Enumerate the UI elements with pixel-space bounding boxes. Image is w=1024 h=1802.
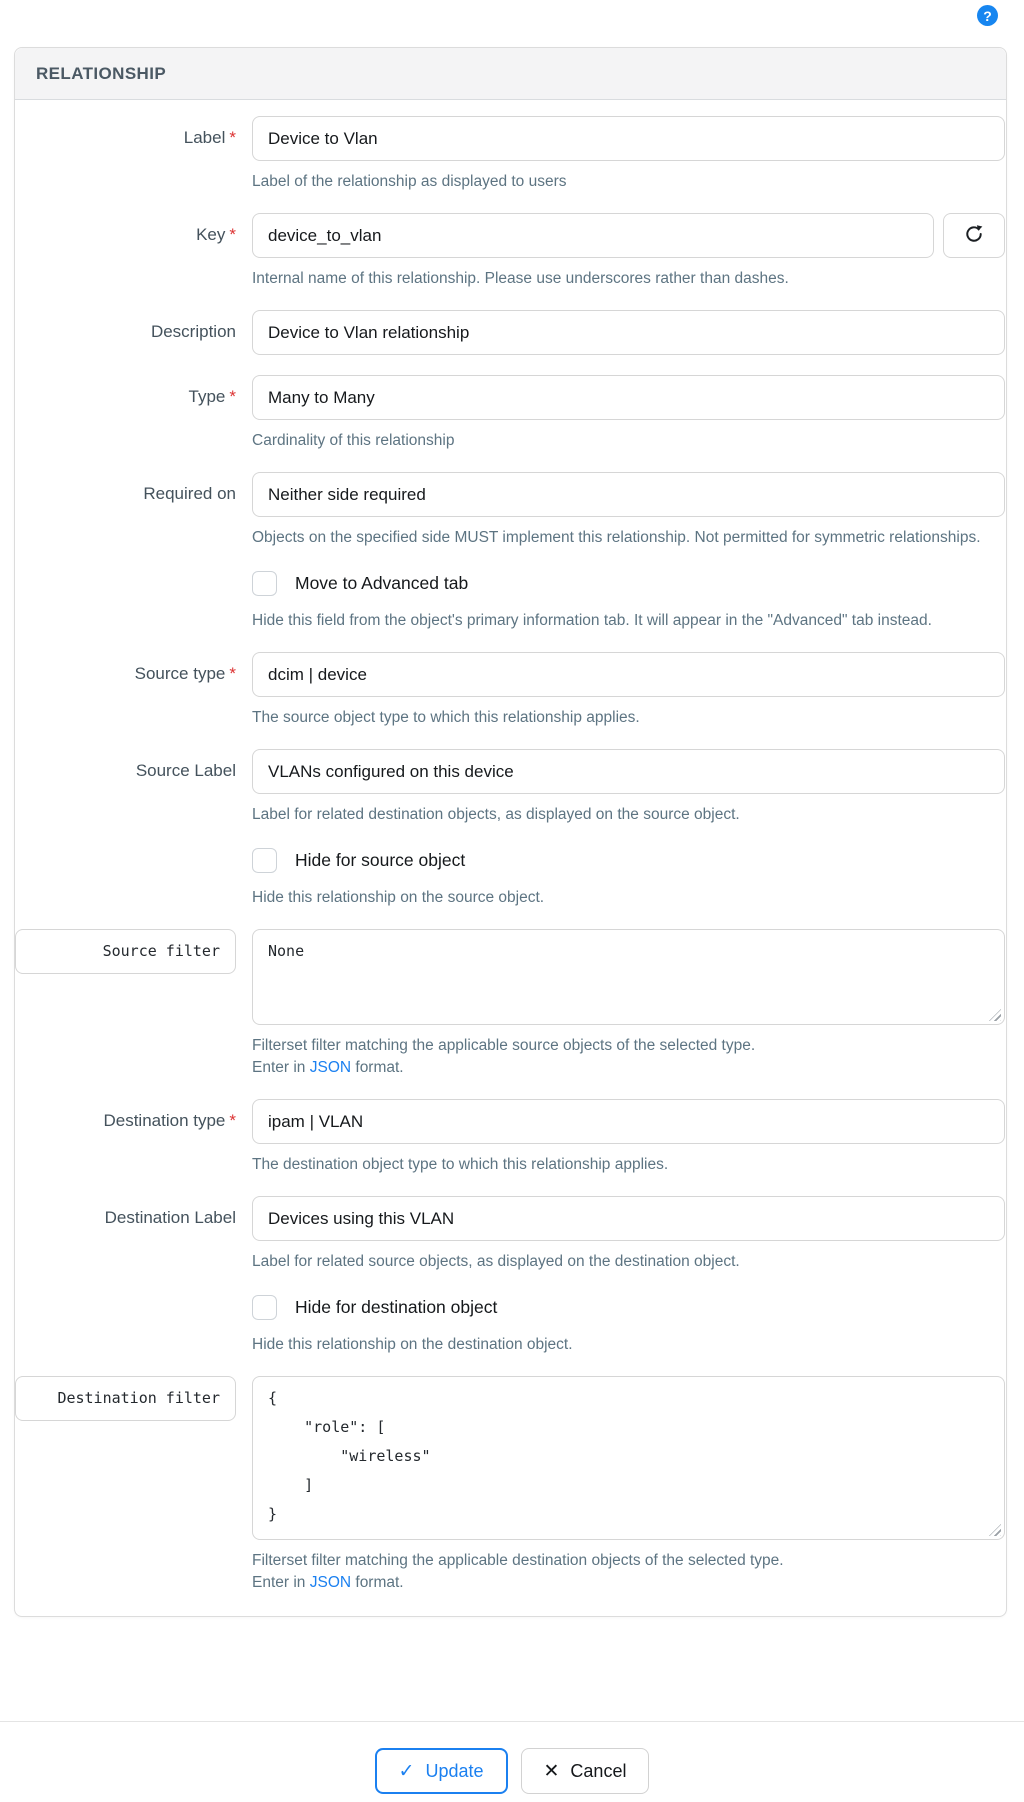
advanced-ui-help-row: [15, 610, 990, 632]
field-row-required-on: [15, 472, 990, 549]
required-on-field-label: Required on: [143, 484, 236, 503]
destination-label-help-text: Label for related source objects, as displayed on the destination object.: [252, 1253, 740, 1270]
source-type-field-label: Source type *: [134, 664, 236, 683]
field-row-source-hidden: [15, 846, 990, 887]
refresh-icon: [963, 223, 985, 248]
key-help-text: Internal name of this relationship. Please use underscores rather than dashes.: [252, 270, 789, 287]
source-label-field-label: Source Label: [135, 761, 236, 780]
required-asterisk: *: [229, 225, 236, 244]
description-field-label: Description: [150, 322, 236, 341]
required-on-select[interactable]: [252, 472, 1005, 517]
field-row-label: [15, 116, 990, 193]
required-asterisk: *: [229, 387, 236, 406]
source-type-select[interactable]: [252, 652, 1005, 697]
source-hidden-help-row: [15, 887, 990, 909]
destination-type-select[interactable]: [252, 1099, 1005, 1144]
check-icon: ✓: [398, 1760, 415, 1782]
panel-header: [15, 48, 1006, 100]
source-label-input[interactable]: [252, 749, 1005, 794]
destination-hidden-checkbox-label: Hide for destination object: [295, 1297, 498, 1317]
destination-type-help-text: The destination object type to which this relationship applies.: [252, 1156, 669, 1173]
json-link[interactable]: JSON: [309, 1059, 352, 1076]
source-filter-format-help: Enter in JSON format.: [252, 1059, 404, 1076]
destination-filter-field-label: Destination filter: [15, 1376, 236, 1421]
destination-hidden-checkbox[interactable]: [252, 1295, 277, 1320]
key-input[interactable]: [252, 213, 934, 258]
cancel-button[interactable]: ✕ Cancel: [521, 1748, 650, 1794]
footer-divider: [0, 1721, 1024, 1722]
update-button[interactable]: ✓ Update: [375, 1748, 508, 1794]
source-filter-field-label: Source filter: [15, 929, 236, 974]
advanced-ui-checkbox[interactable]: [252, 571, 277, 596]
advanced-ui-help-text: Hide this field from the object's primary information tab. It will appear in the "Advanced" tab instead.: [252, 612, 932, 629]
label-input[interactable]: [252, 116, 1005, 161]
field-row-destination-filter: [15, 1376, 990, 1594]
destination-hidden-help-row: [15, 1334, 990, 1356]
type-select[interactable]: [252, 375, 1005, 420]
relationship-panel: [14, 47, 1007, 1617]
label-field-label: Label *: [183, 128, 236, 147]
destination-label-field-label: Destination Label: [104, 1208, 236, 1227]
required-asterisk: *: [229, 128, 236, 147]
source-hidden-checkbox[interactable]: [252, 848, 277, 873]
source-hidden-checkbox-label: Hide for source object: [295, 850, 466, 870]
regenerate-key-button[interactable]: [943, 213, 1005, 258]
form-actions: [0, 1748, 1024, 1794]
type-help-text: Cardinality of this relationship: [252, 432, 455, 449]
field-row-description: [15, 310, 990, 355]
close-icon: ✕: [543, 1760, 560, 1782]
json-link[interactable]: JSON: [309, 1574, 352, 1591]
field-row-source-filter: [15, 929, 990, 1079]
destination-hidden-help-text: Hide this relationship on the destination object.: [252, 1336, 573, 1353]
type-field-label: Type *: [188, 387, 236, 406]
label-help-text: Label of the relationship as displayed to users: [252, 173, 567, 190]
field-row-advanced-ui: [15, 569, 990, 610]
field-row-source-label: [15, 749, 990, 826]
destination-type-field-label: Destination type *: [103, 1111, 236, 1130]
field-row-source-type: [15, 652, 990, 729]
destination-label-input[interactable]: [252, 1196, 1005, 1241]
source-label-help-text: Label for related destination objects, as displayed on the source object.: [252, 806, 740, 823]
required-asterisk: *: [229, 664, 236, 683]
panel-body: [15, 100, 1006, 1616]
key-field-label: Key *: [196, 225, 236, 244]
destination-filter-textarea[interactable]: [252, 1376, 1005, 1540]
source-filter-textarea[interactable]: [252, 929, 1005, 1025]
field-row-type: [15, 375, 990, 452]
field-row-destination-hidden: [15, 1293, 990, 1334]
source-type-help-text: The source object type to which this relationship applies.: [252, 709, 640, 726]
panel-title: RELATIONSHIP: [36, 64, 167, 83]
source-filter-help-text: Filterset filter matching the applicable source objects of the selected type.: [252, 1037, 756, 1054]
required-asterisk: *: [229, 1111, 236, 1130]
destination-filter-help-text: Filterset filter matching the applicable destination objects of the selected type.: [252, 1552, 784, 1569]
field-row-destination-type: [15, 1099, 990, 1176]
field-row-key: [15, 213, 990, 290]
field-row-destination-label: [15, 1196, 990, 1273]
required-on-help-text: Objects on the specified side MUST implement this relationship. Not permitted for symmetric relationships.: [252, 529, 981, 546]
source-hidden-help-text: Hide this relationship on the source object.: [252, 889, 545, 906]
help-icon[interactable]: ?: [977, 5, 998, 26]
advanced-ui-checkbox-label: Move to Advanced tab: [295, 573, 469, 593]
description-input[interactable]: [252, 310, 1005, 355]
destination-filter-format-help: Enter in JSON format.: [252, 1574, 404, 1591]
